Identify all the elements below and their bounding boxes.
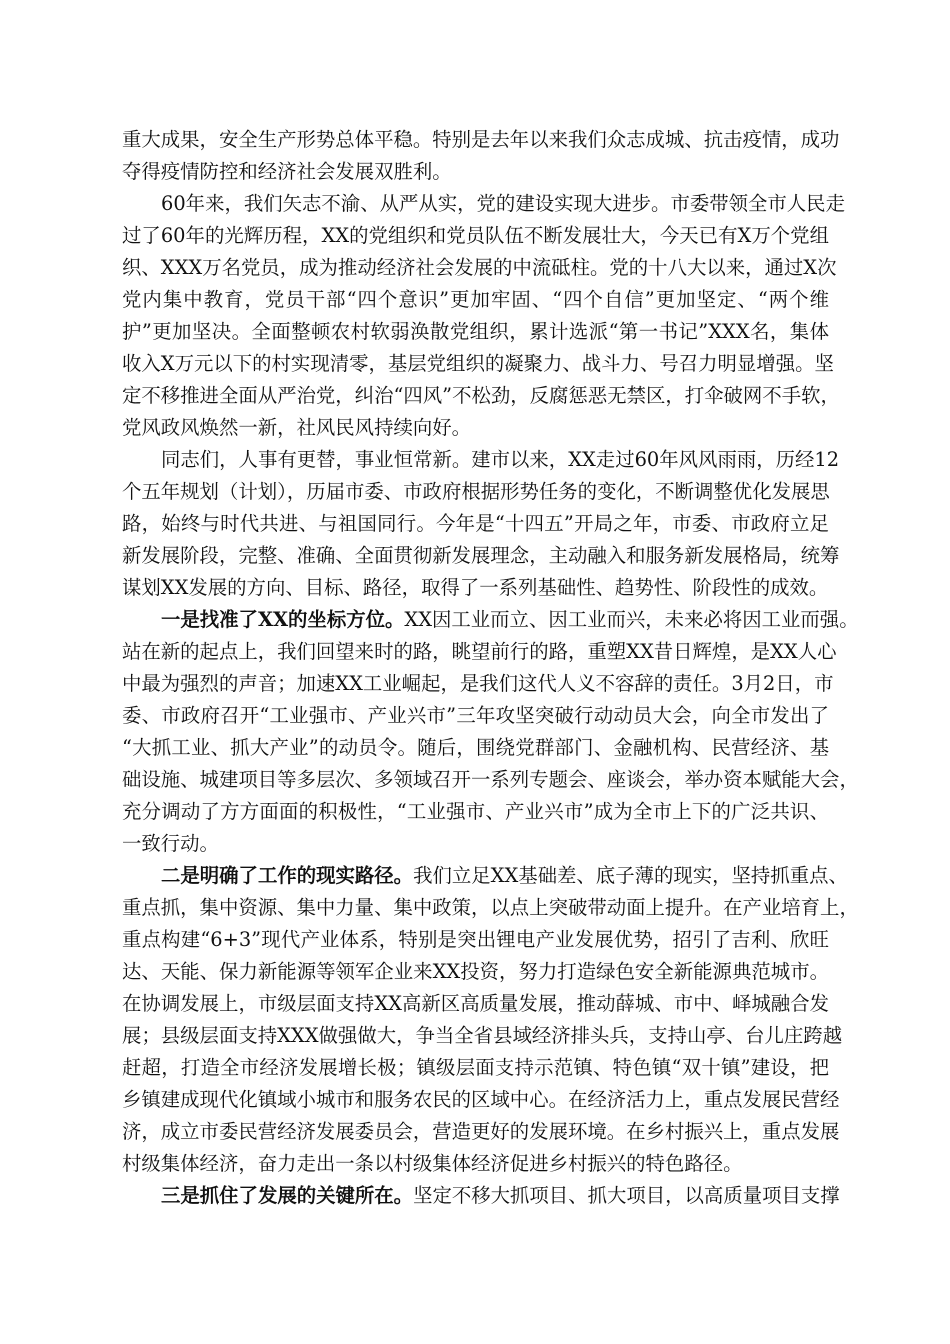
paragraph (122, 1180, 840, 1212)
line-text: 重点抓，集中资源、集中力量、集中政策，以点上突破带动面上提升。在产业培育上， (122, 896, 859, 919)
paragraph (122, 860, 859, 1180)
line-text: 展；县级层面支持XXX做强做大，争当全省县域经济排头兵，支持山亭、台儿庄跨越 (122, 1024, 843, 1047)
line-text: 个五年规划（计划），历届市委、市政府根据形势任务的变化，不断调整优化发展思 (122, 480, 830, 503)
text-line (122, 668, 834, 700)
text-line (122, 316, 829, 348)
line-text: 60年来，我们矢志不渝、从严从实，党的建设实现大进步。市委带领全市人民走 (161, 192, 845, 215)
text-line (122, 1084, 840, 1116)
line-text: 村级集体经济，奋力走出一条以村级集体经济促进乡村振兴的特色路径。 (122, 1152, 743, 1175)
paragraph (122, 188, 845, 444)
line-text: 过了60年的光辉历程，XX的党组织和党员队伍不断发展壮大，今天已有X万个党组 (122, 224, 829, 247)
text-line (122, 700, 829, 732)
text-line (122, 860, 848, 892)
line-text: 重大成果，安全生产形势总体平稳。特别是去年以来我们众志成城、抗击疫情，成功 (122, 128, 840, 151)
text-line (122, 220, 829, 252)
line-text: 中最为强烈的声音；加速XX工业崛起，是我们这代人义不容辞的责任。3月2日，市 (122, 672, 834, 695)
text-line (122, 988, 829, 1020)
line-text: 重点构建“6+3”现代产业体系，特别是突出锂电产业发展优势，招引了吉利、欣旺 (122, 928, 829, 951)
line-text: XX因工业而立、因工业而兴，未来必将因工业而强。 (404, 608, 859, 631)
line-text: 乡镇建成现代化镇域小城市和服务农民的区域中心。在经济活力上，重点发展民营经 (122, 1088, 840, 1111)
line-text: 织、XXX万名党员，成为推动经济社会发展的中流砥柱。党的十八大以来，通过X次 (122, 256, 837, 279)
text-line (122, 572, 829, 604)
text-line (122, 476, 829, 508)
text-line (122, 284, 829, 316)
line-text: 站在新的起点上，我们回望来时的路，眺望前行的路，重塑XX昔日辉煌，是XX人心 (122, 640, 837, 663)
text-line (122, 604, 859, 636)
text-line (122, 252, 837, 284)
text-line (122, 764, 859, 796)
line-text: 坚定不移大抓项目、抓大项目，以高质量项目支撑 (413, 1184, 840, 1207)
line-text: 新发展阶段，完整、准确、全面贯彻新发展理念，主动融入和服务新发展格局，统筹 (122, 544, 840, 567)
line-text: 定不移推进全面从严治党，纠治“四风”不松劲，反腐惩恶无禁区，打伞破网不手软， (122, 384, 840, 407)
line-text: 党风政风焕然一新，社风民风持续向好。 (122, 416, 472, 439)
line-text: 夺得疫情防控和经济社会发展双胜利。 (122, 160, 452, 183)
line-text: 收入X万元以下的村实现清零，基层党组织的凝聚力、战斗力、号召力明显增强。坚 (122, 352, 834, 375)
line-text: 充分调动了方方面面的积极性，“工业强市、产业兴市”成为全市上下的广泛共识、 (122, 800, 829, 823)
text-line (122, 1180, 840, 1212)
bold-lead-heading: 二是明确了工作的现实路径。 (161, 864, 414, 887)
line-text: 谋划XX发展的方向、目标、路径，取得了一系列基础性、趋势性、阶段性的成效。 (122, 576, 829, 599)
text-line (122, 1052, 829, 1084)
text-line (122, 636, 837, 668)
text-line (122, 924, 829, 956)
paragraph (122, 124, 840, 188)
text-line (122, 1148, 829, 1180)
line-text: 赶超，打造全市经济发展增长极；镇级层面支持示范镇、特色镇“双十镇”建设，把 (122, 1056, 829, 1079)
line-text: 委、市政府召开“工业强市、产业兴市”三年攻坚突破行动动员大会，向全市发出了 (122, 704, 829, 727)
text-line (122, 412, 829, 444)
bold-lead-heading: 三是抓住了发展的关键所在。 (161, 1184, 414, 1207)
text-line (122, 1116, 840, 1148)
text-line (122, 828, 829, 860)
line-text: 在协调发展上，市级层面支持XX高新区高质量发展，推动薛城、市中、峄城融合发 (122, 992, 829, 1015)
text-line (122, 1020, 843, 1052)
text-line (122, 732, 829, 764)
text-line (122, 348, 834, 380)
text-line (122, 796, 829, 828)
line-text: “大抓工业、抓大产业”的动员令。随后，围绕党群部门、金融机构、民营经济、基 (122, 736, 829, 759)
text-line (122, 892, 859, 924)
text-line (122, 956, 829, 988)
paragraph (122, 604, 859, 860)
text-line (122, 444, 840, 476)
line-text: 础设施、城建项目等多层次、多领域召开一系列专题会、座谈会，举办资本赋能大会， (122, 768, 859, 791)
line-text: 达、天能、保力新能源等领军企业来XX投资，努力打造绿色安全新能源典范城市。 (122, 960, 829, 983)
line-text: 同志们，人事有更替，事业恒常新。建市以来，XX走过60年风风雨雨，历经12 (161, 448, 840, 471)
document-body (122, 124, 859, 1212)
bold-lead-heading: 一是找准了XX的坐标方位。 (161, 608, 405, 631)
line-text: 我们立足XX基础差、底子薄的现实，坚持抓重点、 (413, 864, 848, 887)
line-text: 一致行动。 (122, 832, 219, 855)
text-line (122, 156, 829, 188)
text-line (122, 540, 840, 572)
text-line (122, 380, 840, 412)
line-text: 济，成立市委民营经济发展委员会，营造更好的发展环境。在乡村振兴上，重点发展 (122, 1120, 840, 1143)
text-line (122, 188, 845, 220)
text-line (122, 508, 829, 540)
text-line (122, 124, 840, 156)
line-text: 党内集中教育，党员干部“四个意识”更加牢固、“四个自信”更加坚定、“两个维 (122, 288, 829, 311)
paragraph (122, 444, 840, 604)
line-text: 护”更加坚决。全面整顿农村软弱涣散党组织，累计选派“第一书记”XXX名，集体 (122, 320, 829, 343)
line-text: 路，始终与时代共进、与祖国同行。今年是“十四五”开局之年，市委、市政府立足 (122, 512, 829, 535)
